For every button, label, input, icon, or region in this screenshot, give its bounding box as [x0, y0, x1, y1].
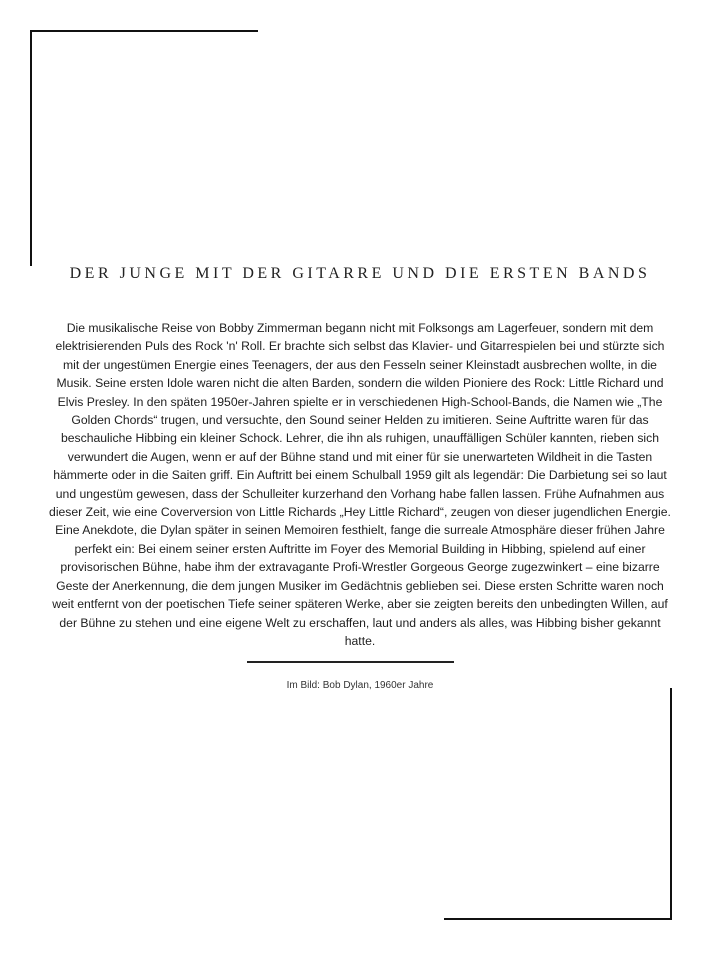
- caption-divider: [247, 661, 454, 663]
- frame-corner-top-left-vertical: [30, 30, 32, 266]
- frame-corner-bottom-right-horizontal: [444, 918, 672, 920]
- frame-corner-top-left-horizontal: [30, 30, 258, 32]
- image-caption: Im Bild: Bob Dylan, 1960er Jahre: [286, 680, 434, 691]
- article-body: Die musikalische Reise von Bobby Zimmerman begann nicht mit Folksongs am Lagerfeuer, sondern mit dem elektrisierenden Puls des Rock 'n' Roll. Er brachte sich selbst das Klavier- und Gitarrespielen bei und stürzte sich mit der ungestümen Energie eines Teenagers, der aus den Fesseln seiner Kleinstadt ausbrechen wollte, in die Musik. Seine ersten Idole waren nicht die alten Barden, sondern die wilden Pioniere des Rock: Little Richard und Elvis Presley. In den späten 1950er-Jahren spielte er in verschiedenen High-School-Bands, die Namen wie „The Golden Chords“ trugen, und versuchte, den Sound seiner Helden zu imitieren. Seine Auftritte waren für das beschauliche Hibbing ein kleiner Schock. Lehrer, die ihn als ruhigen, unauffälligen Schüler kannten, rieben sich verwundert die Augen, wenn er auf der Bühne stand und mit einer für sie unerwarteten Wildheit in die Tasten hämmerte oder in die Saiten griff. Ein Auftritt bei einem Schulball 1959 gilt als legendär: Die Darbietung sei so laut und ungestüm gewesen, dass der Schulleiter kurzerhand den Vorhang habe fallen lassen. Frühe Aufnahmen aus dieser Zeit, wie eine Coverversion von Little Richards „Hey Little Richard“, zeugen von dieser jugendlichen Energie. Eine Anekdote, die Dylan später in seinen Memoiren festhielt, fange die surreale Atmosphäre dieser frühen Jahre perfekt ein: Bei einem seiner ersten Auftritte im Foyer des Memorial Building in Hibbing, spielend auf einer provisorischen Bühne, habe ihm der extravagante Profi-Wrestler Gorgeous George zugezwinkert – eine bizarre Geste der Anerkennung, die dem jungen Musiker im Gedächtnis geblieben sei. Diese ersten Schritte waren noch weit entfernt von der poetischen Tiefe seiner späteren Werke, aber sie zeigten bereits den unbedingten Willen, auf der Bühne zu stehen und eine eigene Welt zu erschaffen, laut und anders als alles, was Hibbing bisher gekannt hatte.: [49, 321, 671, 648]
- section-heading: DER JUNGE MIT DER GITARRE UND DIE ERSTEN BANDS: [69, 265, 651, 282]
- frame-corner-bottom-right-vertical: [670, 688, 672, 920]
